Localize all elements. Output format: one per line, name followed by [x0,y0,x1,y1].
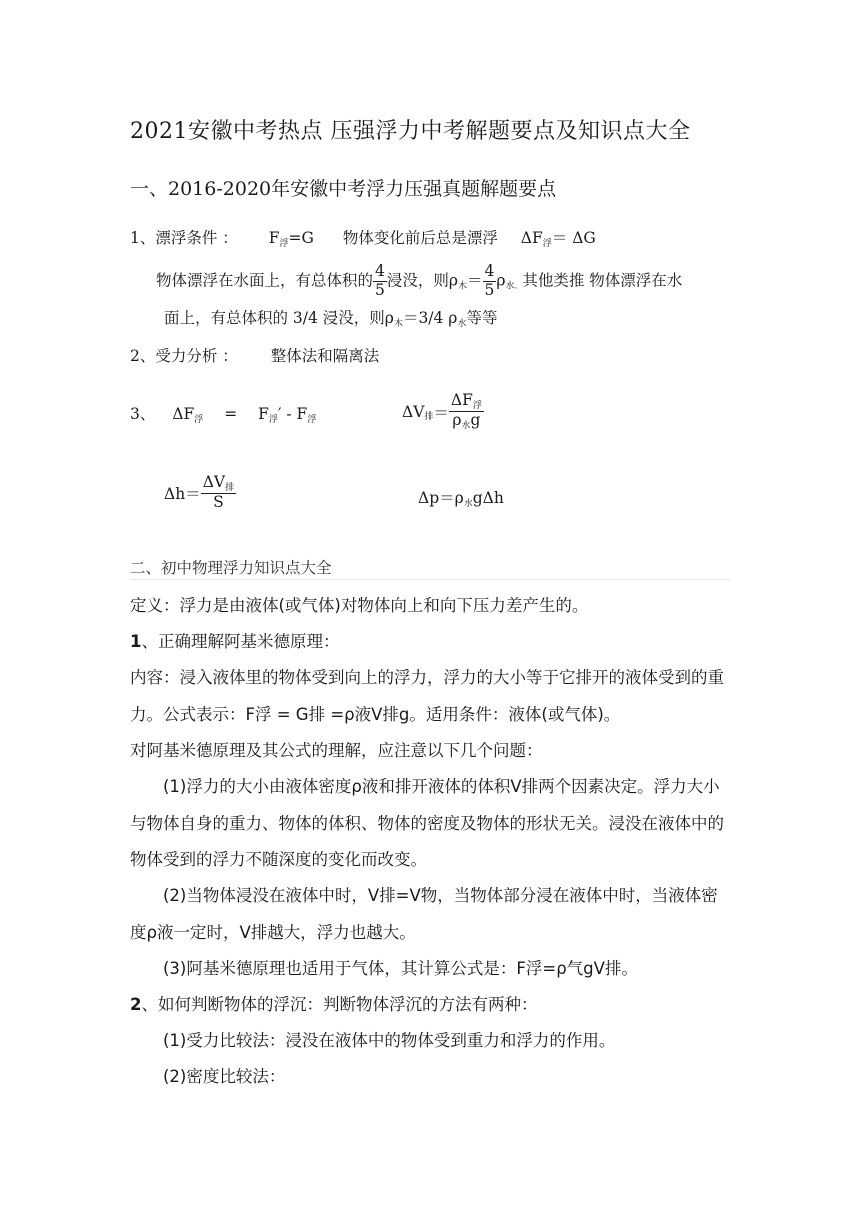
point-2-paragraph: (2)当物体浸没在液体中时，V排=V物，当物体部分浸在液体中时，当液体密度ρ液一定时，V排越大，浮力也越大。 [130,886,718,942]
fraction-dV-S [201,474,236,512]
item1-delta-f-sub: 浮 [542,239,552,249]
rho-wood-sub: 木 [458,281,468,292]
content-paragraph: 内容：浸入液体里的物体受到向上的浮力，浮力的大小等于它排开的液体受到的重力。公式表示：F浮 = G排 =ρ液V排g。适用条件：液体(或气体)。 [130,668,724,724]
definition-paragraph: 定义：浮力是由液体(或气体)对物体向上和向下压力差产生的。 [130,596,589,615]
item3-dF: ΔF [172,405,195,423]
frac-num-sub: 浮 [472,401,482,411]
fraction-4-5 [373,263,387,300]
item1-delta-f: ΔF [520,229,543,247]
item3-dF-sub: 浮 [194,415,204,425]
explain-line-2 [164,306,497,329]
explain-prefix: 物体漂浮在水面上，有总体积的 [156,271,374,290]
item1-number: 1、 [130,229,156,247]
heading-number: 2 [130,995,142,1014]
section-divider [130,579,730,580]
explain-line-1 [156,263,682,300]
section2-heading: 二、初中物理浮力知识点大全 [130,559,332,577]
explain-mid1: 浸没，则ρ [386,271,459,290]
item1-eq-g: =G [288,229,314,247]
item2-label: 受力分析 ： [155,347,238,365]
frac-num-sub: 排 [225,483,235,493]
frac-den-sub: 水 [461,421,471,432]
frac-num: 4 [375,262,385,280]
frac-den: 5 [484,280,495,299]
item3-F2-sub: 浮 [307,415,317,425]
item3-prime: ′ - F [277,405,308,423]
method-2-paragraph: (2)密度比较法： [163,1067,286,1086]
explain2-sub1: 木 [393,319,403,329]
point-1-paragraph: (1)浮力的大小由液体密度ρ液和排开液体的体积V排两个因素决定。浮力大小与物体自身的重力、物体的体积、物体的密度及物体的形状无关。浸没在液体中的物体受到的浮力不随深度的变化而改变。 [130,777,724,869]
item2-text: 整体法和隔离法 [270,347,380,365]
item3-dV-sub: 排 [424,411,434,422]
understanding-intro: 对阿基米德原理及其公式的理解，应注意以下几个问题： [130,741,543,760]
frac-den-g: g [470,411,481,430]
section1-heading: 一、2016-2020年安徽中考浮力压强真题解题要点 [130,178,557,200]
item3-number: 3、 [130,405,156,423]
explain-mid3: 其他类推 物体漂浮在水 [517,271,683,290]
heading-text: 、如何判断物体的浮沉：判断物体浮沉的方法有两种： [141,995,538,1014]
item1-delta-eq: ＝ ΔG [551,229,596,247]
explain-mid2: ＝ [467,271,483,290]
heading-text: 、正确理解阿基米德原理： [141,632,340,651]
frac-den-S: S [213,493,224,512]
item1-f: F [268,229,280,247]
item1-line [130,226,596,249]
floating-sinking-heading [130,987,732,1024]
item3-F1: F [258,405,269,423]
frac-den: 5 [375,280,385,299]
explain2-sub2: 水 [457,319,467,329]
frac-num-dV: ΔV [202,473,226,491]
item3-right [402,392,484,432]
fraction-4-5-b [483,263,497,300]
explain2-b: ＝3/4 ρ [402,309,458,327]
method-1-paragraph: (1)受力比较法：浸没在液体中的物体受到重力和浮力的作用。 [163,1031,616,1050]
item3-F1-sub: 浮 [268,415,278,425]
item1-f-sub: 浮 [279,239,289,249]
frac-den-rho: ρ [452,411,462,430]
item1-note: 物体变化前后总是漂浮 [342,229,498,247]
frac-num-dF: ΔF [450,391,473,409]
explain2-c: 等等 [466,309,498,327]
heading-number: 1 [130,632,142,651]
rho-water-sub: 水. [505,281,518,292]
item3-left [130,402,316,425]
item2-line [130,344,379,366]
item4-left [164,474,236,512]
item4-dp-sub: 水 [463,499,473,509]
fraction-dF-rho-g [449,392,484,432]
rho-water: ρ [496,271,506,290]
item3-dV-eq: ＝ [433,403,449,422]
item4-dp-rest: gΔh [472,489,504,507]
item4-dp: Δp＝ρ [418,489,464,507]
item4-dh: Δh＝ [164,485,201,504]
item3-dV: ΔV [402,402,425,421]
item1-label: 漂浮条件 ： [155,229,238,247]
item2-number: 2、 [130,347,156,365]
point-3-paragraph: (3)阿基米德原理也适用于气体，其计算公式是：F浮=ρ气gV排。 [163,959,638,978]
document-title: 2021安徽中考热点 压强浮力中考解题要点及知识点大全 [130,119,691,144]
frac-num: 4 [484,262,495,280]
item3-eq: = [224,405,238,423]
archimedes-heading [130,624,732,661]
explain2-a: 面上，有总体积的 3/4 浸没，则ρ [164,309,394,327]
item4-right [418,486,504,509]
